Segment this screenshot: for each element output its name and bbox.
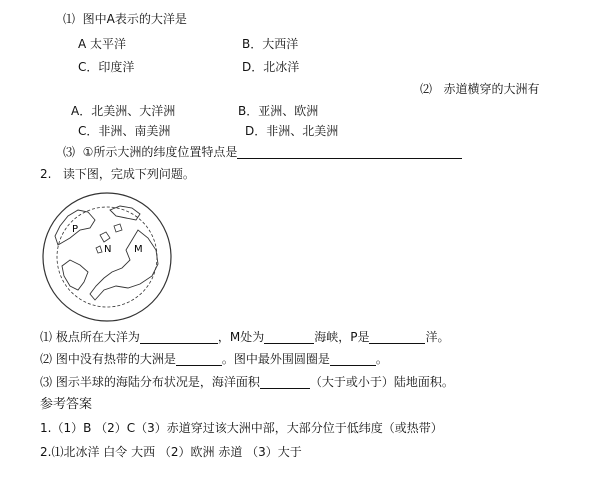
q2-sub1-blank-3 <box>369 331 425 344</box>
q1-sub2-option-b: B．亚洲、欧洲 <box>238 104 319 118</box>
q2-intro-text: 读下图，完成下列问题。 <box>62 167 195 181</box>
arctic-circle <box>57 207 157 307</box>
q2-sub2-text-b: 。图中最外围圆圈是 <box>221 352 330 366</box>
q1-sub1-num: ⑴ <box>63 12 76 26</box>
q1-sub3-num: ⑶ <box>63 145 76 159</box>
answers-line-2: 2.⑴北冰洋 白令 大西 （2）欧洲 赤道 （3）大于 <box>40 445 302 459</box>
q2-sub1-blank-1 <box>140 331 218 344</box>
q1-sub3-text: ①所示大洲的纬度位置特点是 <box>82 145 238 159</box>
q2-sub2-text-c: 。 <box>375 352 388 366</box>
q1-sub3 <box>63 145 462 159</box>
q2-sub1-text-b: ，M处为 <box>217 330 265 344</box>
q1-sub2-option-a: A．北美洲、大洋洲 <box>71 104 176 118</box>
q1-sub2 <box>420 82 539 96</box>
answers-line-1: 1.（1）B （2）C（3）赤道穿过该大洲中部，大部分位于低纬度（或热带） <box>40 421 443 435</box>
q2-sub2-blank-1 <box>176 353 222 366</box>
q2-sub2-text-a: 图中没有热带的大洲是 <box>55 352 176 366</box>
q2-sub3-blank <box>260 376 310 389</box>
q2-sub3-text-b: （大于或小于）陆地面积。 <box>309 375 454 389</box>
q2-sub1-num: ⑴ <box>40 330 53 344</box>
q2-intro <box>40 167 195 181</box>
q2-sub1 <box>40 330 449 344</box>
q2-sub2-num: ⑵ <box>40 352 53 366</box>
q2-sub1-text-c: 海峡，P是 <box>314 330 370 344</box>
q1-sub2-option-c: C．非洲、南美洲 <box>78 124 171 138</box>
q2-sub1-text-a: 极点所在大洋为 <box>55 330 140 344</box>
map-label-p: P <box>72 224 79 235</box>
q2-num: 2. <box>40 167 52 181</box>
map-label-n: N <box>104 244 112 255</box>
q1-sub1-text: 图中A表示的大洋是 <box>82 12 187 26</box>
q1-option-c: C．印度洋 <box>78 60 135 74</box>
q1-sub2-num: ⑵ <box>420 82 433 96</box>
outer-circle <box>43 193 171 321</box>
polar-map-figure <box>40 190 175 325</box>
q2-sub1-text-d: 洋。 <box>425 330 450 344</box>
q2-sub3-num: ⑶ <box>40 375 53 389</box>
q2-sub2 <box>40 352 388 366</box>
q1-option-a: A 太平洋 <box>78 37 127 51</box>
landmass-eurasia <box>90 230 158 300</box>
q1-sub2-option-d: D．非洲、北美洲 <box>245 124 339 138</box>
island-2 <box>114 224 122 232</box>
q2-sub2-blank-2 <box>330 353 376 366</box>
q2-sub3-text-a: 图示半球的海陆分布状况是，海洋面积 <box>55 375 260 389</box>
island-1 <box>100 232 110 242</box>
q2-sub1-blank-2 <box>264 331 314 344</box>
q1-sub2-text: 赤道横穿的大洲有 <box>443 82 540 96</box>
q1-sub1 <box>63 12 187 26</box>
island-3 <box>96 246 102 253</box>
answers-heading: 参考答案 <box>40 397 93 412</box>
q1-sub3-blank <box>237 146 462 159</box>
map-label-m: M <box>134 244 143 255</box>
landmass-north-east <box>110 206 140 220</box>
q2-sub3 <box>40 375 454 389</box>
q1-option-b: B．大西洋 <box>242 37 299 51</box>
q1-option-d: D．北冰洋 <box>242 60 300 74</box>
